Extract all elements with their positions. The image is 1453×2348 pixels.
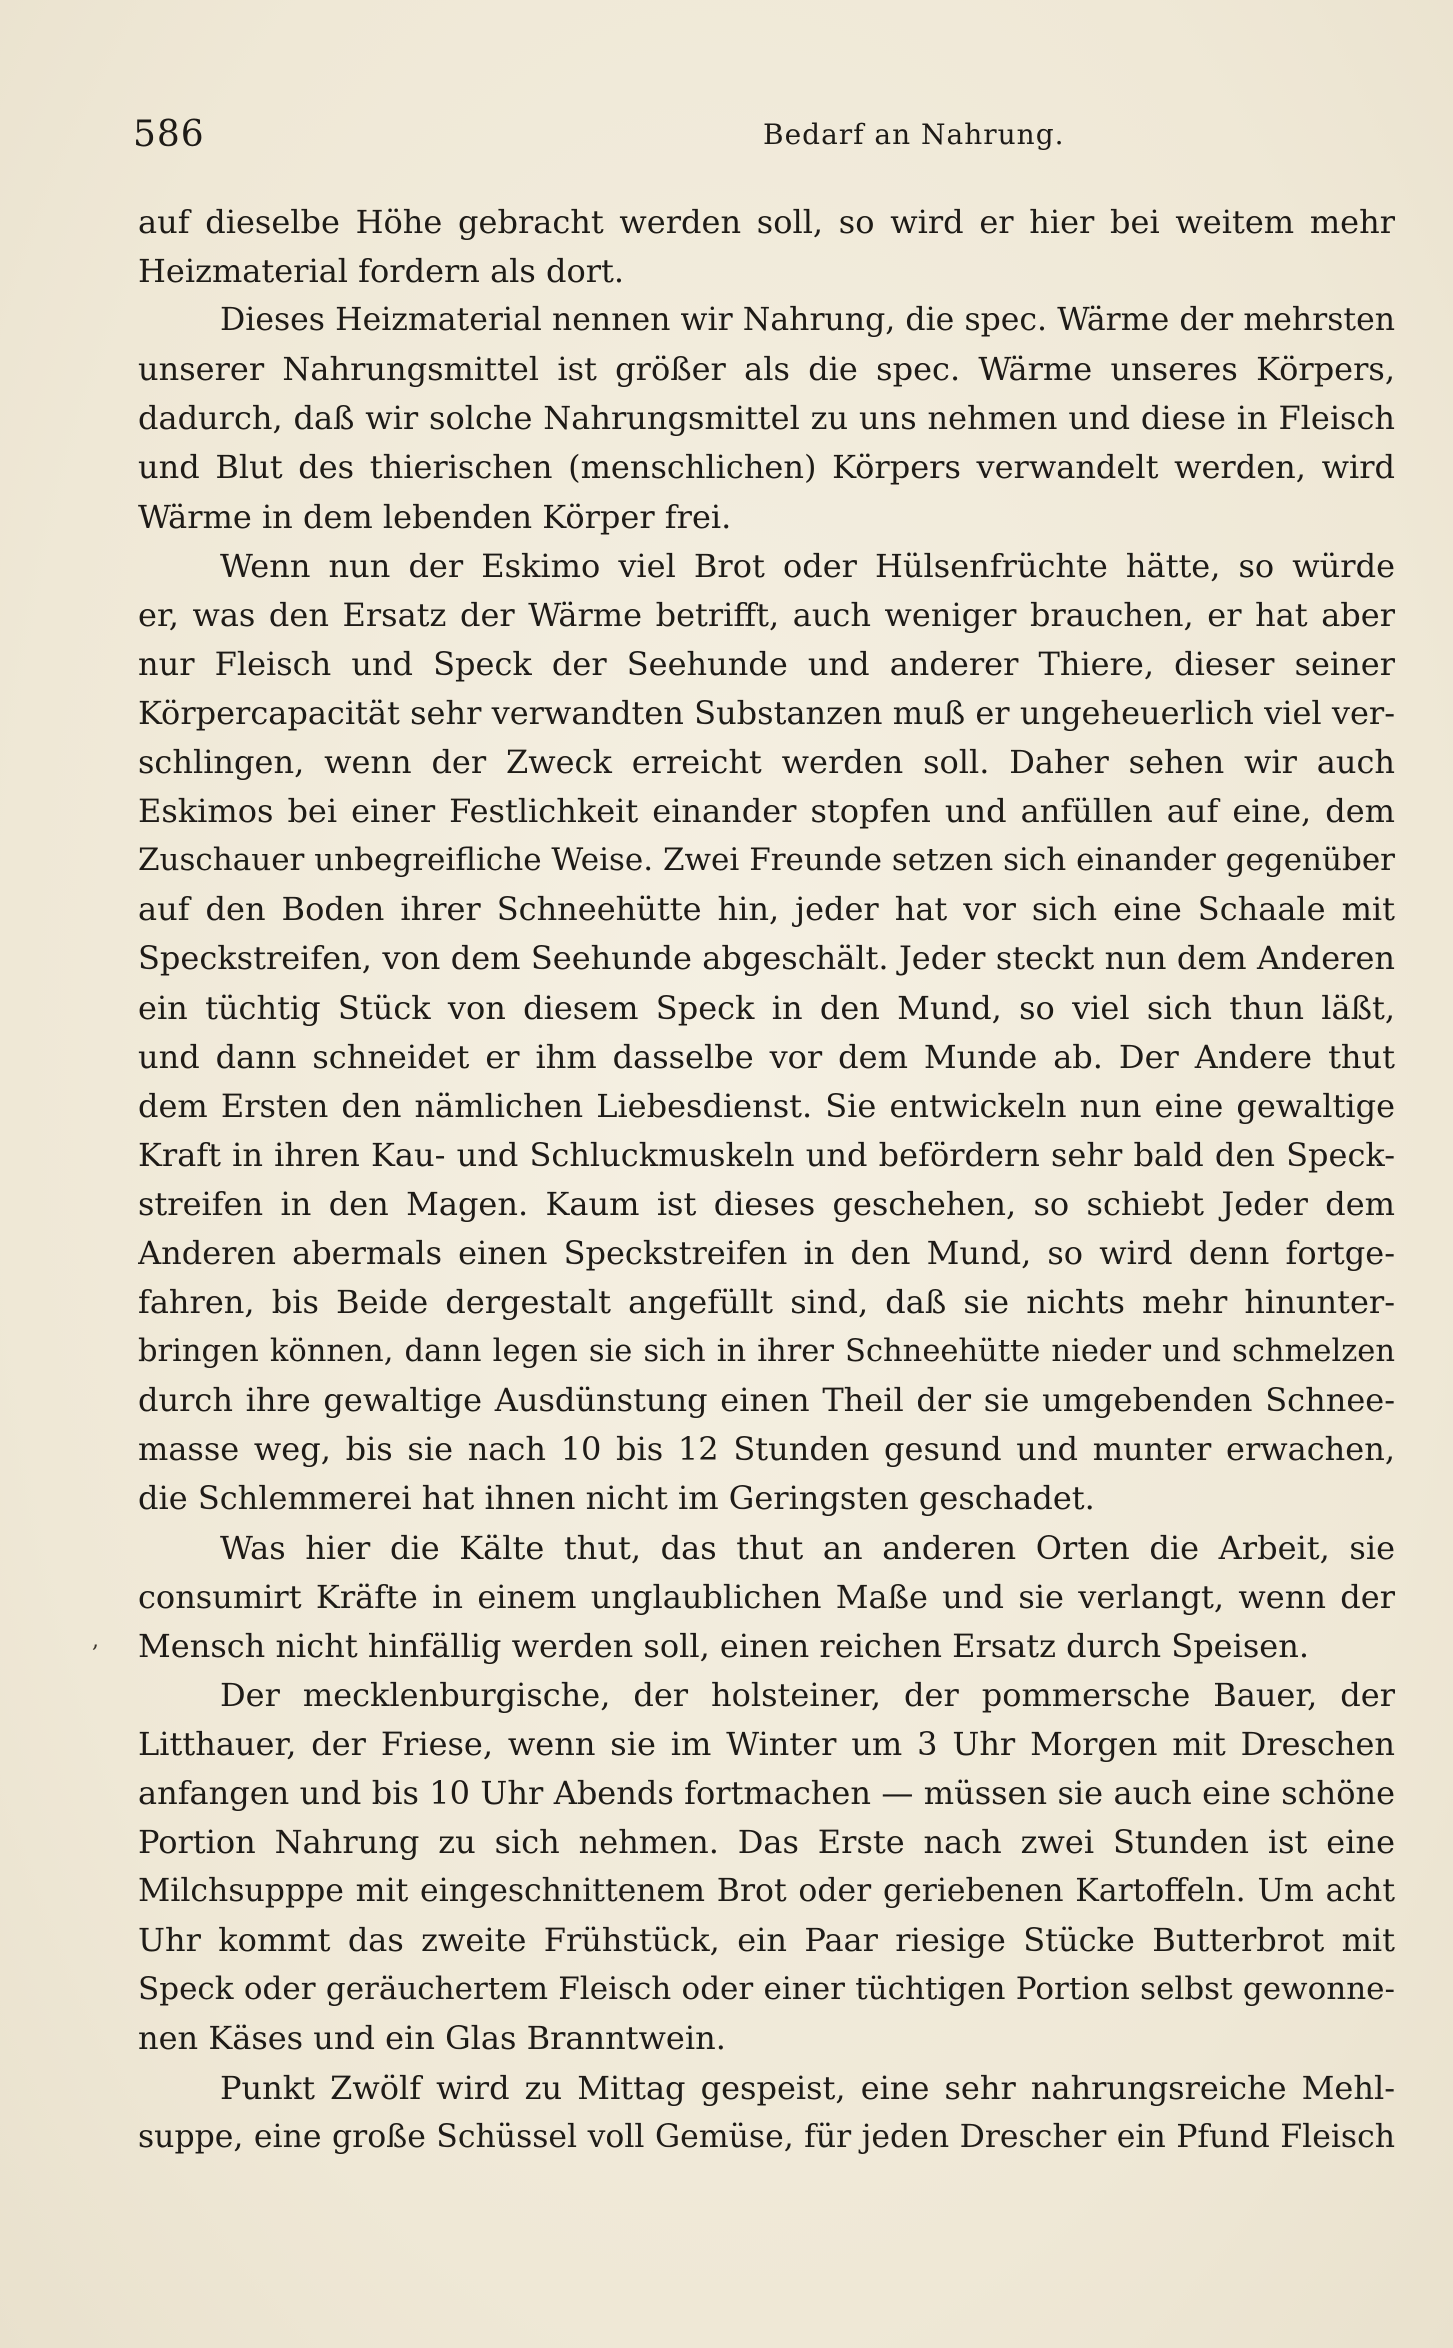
page-header <box>133 108 1395 168</box>
text-line: Portion Nahrung zu sich nehmen. Das Erste nach zwei Stunden ist eine <box>138 1823 1395 1862</box>
text-line: Uhr kommt das zweite Frühstück, ein Paar riesige Stücke Butterbrot mit <box>138 1921 1395 1960</box>
text-line: Milchsupppe mit eingeschnittenem Brot oder geriebenen Kartoffeln. Um acht <box>138 1873 1395 1910</box>
text-line: Punkt Zwölf wird zu Mittag gespeist, eine sehr nahrungsreiche Mehl- <box>220 2068 1395 2107</box>
running-head: Bedarf an Nahrung. <box>763 118 1065 151</box>
text-line: er, was den Ersatz der Wärme betrifft, auch weniger brauchen, er hat aber <box>138 595 1395 634</box>
text-line: Mensch nicht hinfällig werden soll, einen reichen Ersatz durch Speisen. <box>138 1626 1309 1665</box>
text-line: Litthauer, der Friese, wenn sie im Winter um 3 Uhr Morgen mit Dreschen <box>138 1724 1395 1763</box>
text-line: auf den Boden ihrer Schneehütte hin, jeder hat vor sich eine Schaale mit <box>138 890 1395 929</box>
margin-mark: , <box>92 1628 99 1653</box>
text-line: die Schlemmerei hat ihnen nicht im Geringsten geschadet. <box>138 1479 1095 1518</box>
text-line: Was hier die Kälte thut, das thut an anderen Orten die Arbeit, sie <box>220 1528 1395 1567</box>
text-line: fahren, bis Beide dergestalt angefüllt sind, daß sie nichts mehr hinunter- <box>138 1283 1395 1322</box>
text-line: Wärme in dem lebenden Körper frei. <box>138 497 732 536</box>
text-line: schlingen, wenn der Zweck erreicht werden soll. Daher sehen wir auch <box>138 743 1395 782</box>
text-line: Wenn nun der Eskimo viel Brot oder Hülsenfrüchte hätte, so würde <box>220 546 1395 585</box>
text-line: und Blut des thierischen (menschlichen) Körpers verwandelt werden, wird <box>138 448 1395 487</box>
text-line: Der mecklenburgische, der holsteiner, der pommersche Bauer, der <box>220 1675 1395 1714</box>
text-line: Speck oder geräuchertem Fleisch oder einer tüchtigen Portion selbst gewonne- <box>138 1971 1395 2008</box>
text-line: dem Ersten den nämlichen Liebesdienst. Sie entwickeln nun eine gewaltige <box>138 1086 1395 1125</box>
page-number: 586 <box>133 114 205 155</box>
text-line: durch ihre gewaltige Ausdünstung einen Theil der sie umgebenden Schnee- <box>138 1381 1395 1420</box>
body-text <box>138 198 1395 2162</box>
text-line: bringen können, dann legen sie sich in ihrer Schneehütte nieder und schmelzen <box>138 1334 1395 1370</box>
text-line: nur Fleisch und Speck der Seehunde und anderer Thiere, dieser seiner <box>138 644 1395 683</box>
text-line: auf dieselbe Höhe gebracht werden soll, so wird er hier bei weitem mehr <box>138 203 1395 241</box>
text-line: Heizmaterial fordern als dort. <box>138 252 625 291</box>
text-line: Zuschauer unbegreifliche Weise. Zwei Freunde setzen sich einander gegenüber <box>138 842 1395 879</box>
text-line: suppe, eine große Schüssel voll Gemüse, für jeden Drescher ein Pfund Fleisch <box>138 2118 1395 2155</box>
text-line: unserer Nahrungsmittel ist größer als die spec. Wärme unseres Körpers, <box>138 350 1395 389</box>
text-line: dadurch, daß wir solche Nahrungsmittel zu uns nehmen und diese in Fleisch <box>138 399 1395 438</box>
text-line: Anderen abermals einen Speckstreifen in den Mund, so wird denn fortge- <box>138 1233 1395 1272</box>
text-line: Eskimos bei einer Festlichkeit einander stopfen und anfüllen auf eine, dem <box>138 792 1395 831</box>
text-line: Speckstreifen, von dem Seehunde abgeschält. Jeder steckt nun dem Anderen <box>138 939 1395 978</box>
text-line: nen Käses und ein Glas Branntwein. <box>138 2019 726 2058</box>
text-line: streifen in den Magen. Kaum ist dieses geschehen, so schiebt Jeder dem <box>138 1184 1395 1223</box>
text-line: consumirt Kräfte in einem unglaublichen Maße und sie verlangt, wenn der <box>138 1577 1395 1616</box>
text-line: Dieses Heizmaterial nennen wir Nahrung, die spec. Wärme der mehrsten <box>220 302 1395 339</box>
text-line: anfangen und bis 10 Uhr Abends fortmachen — müssen sie auch eine schöne <box>138 1774 1395 1812</box>
text-line: Kraft in ihren Kau- und Schluckmuskeln und befördern sehr bald den Speck- <box>138 1135 1395 1174</box>
text-line: Körpercapacität sehr verwandten Substanzen muß er ungeheuerlich viel ver- <box>138 693 1395 732</box>
text-line: ein tüchtig Stück von diesem Speck in den Mund, so viel sich thun läßt, <box>138 988 1395 1027</box>
text-line: masse weg, bis sie nach 10 bis 12 Stunden gesund und munter erwachen, <box>138 1430 1395 1469</box>
text-line: und dann schneidet er ihm dasselbe vor dem Munde ab. Der Andere thut <box>138 1037 1395 1076</box>
